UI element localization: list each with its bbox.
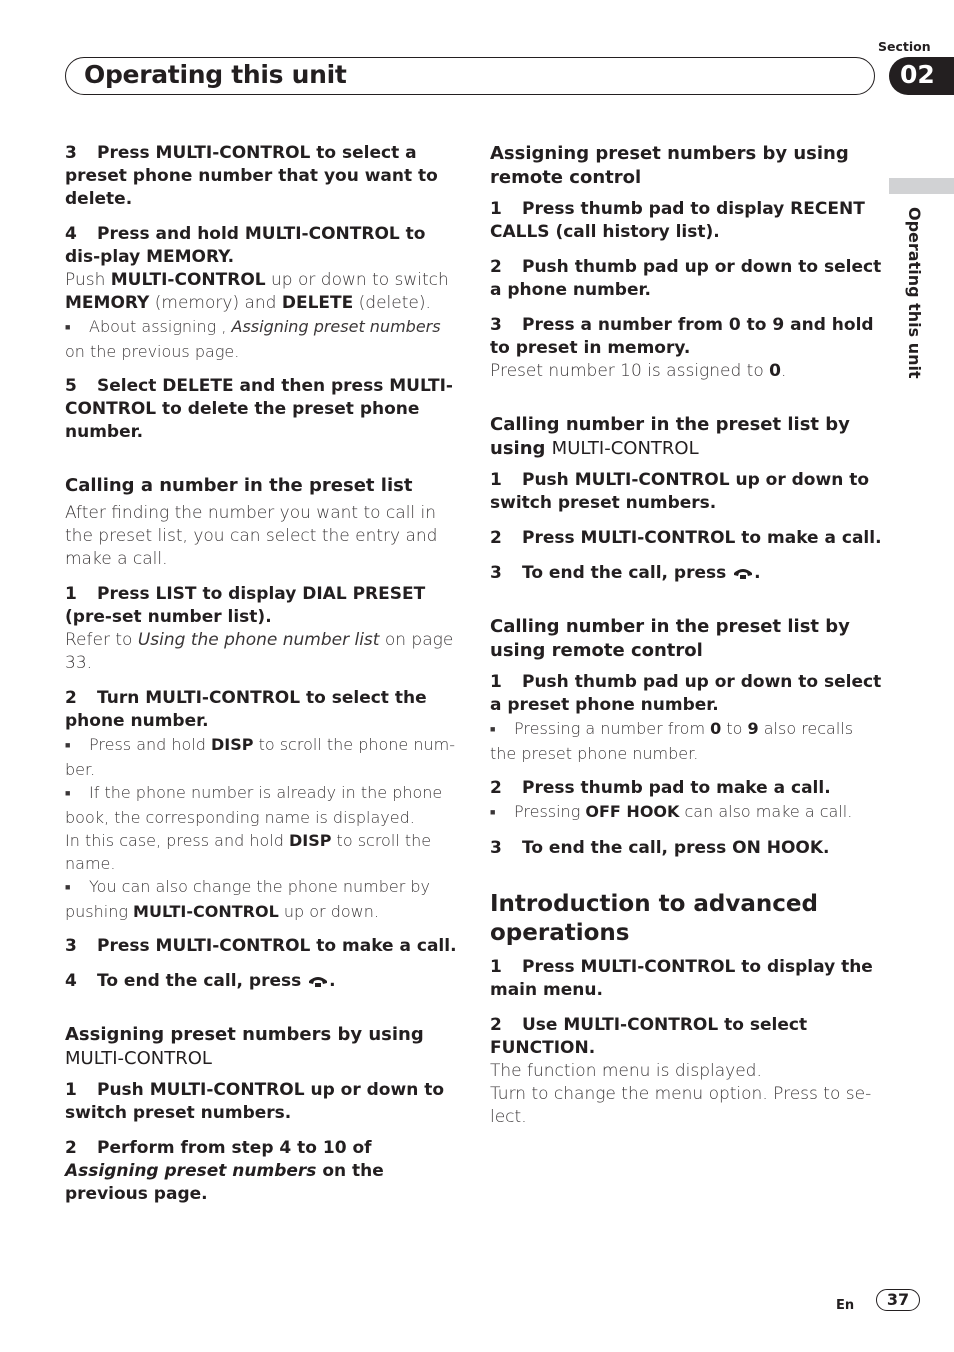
intro-step-1: 1 Press MULTI-CONTROL to display the main menu. (490, 957, 873, 1000)
assign-mc-step-1: 1 Push MULTI-CONTROL up or down to switch preset numbers. (65, 1080, 445, 1123)
bullet-icon: ■ (65, 789, 71, 799)
call-rc-step-2: 2 Press thumb pad to make a call. (490, 778, 831, 798)
calling-step-3: 3 Press MULTI-CONTROL to make a call. (65, 936, 457, 956)
calling-step-2-note-3: ■ You can also change the phone number by pushing MULTI-CONTROL up or down. (65, 877, 431, 921)
calling-step-2: 2 Turn MULTI-CONTROL to select the phone number. (65, 688, 427, 731)
assign-remote-step-1: 1 Press thumb pad to display RECENT CALLS (call history list). (490, 199, 865, 242)
assign-mc-step-2: 2 Perform from step 4 to 10 of Assigning preset numbers on the previous page. (65, 1138, 384, 1204)
language-label: En (836, 1298, 855, 1313)
calling-step-2-note-2: ■ If the phone number is already in the phone book, the corresponding name is displayed. (65, 783, 443, 827)
assign-remote-step-3-body: Preset number 10 is assigned to 0. (490, 361, 787, 381)
call-mc-step-1: 1 Push MULTI-CONTROL up or down to switch preset numbers. (490, 470, 870, 513)
assign-mc-heading: Assigning preset numbers by using MULTI-CONTROL (65, 1024, 424, 1069)
intro-step-2-body-2: Turn to change the menu option. Press to se-lect. (490, 1084, 872, 1127)
section-label: Section (878, 39, 931, 54)
calling-step-2-note-1: ■ Press and hold DISP to scroll the phone num-ber. (65, 735, 455, 779)
call-mc-heading: Calling number in the preset list by using MULTI-CONTROL (490, 414, 850, 459)
call-mc-step-3: 3 To end the call, press . (490, 563, 761, 583)
calling-preset-heading: Calling a number in the preset list (65, 475, 413, 496)
call-rc-step-1-note: ■ Pressing a number from 0 to 9 also recalls the preset phone number. (490, 719, 854, 763)
bullet-icon: ■ (490, 808, 496, 818)
calling-step-1: 1 Press LIST to display DIAL PRESET (pre-set number list). (65, 584, 426, 627)
step-3-delete: 3 Press MULTI-CONTROL to select a preset phone number that you want to delete. (65, 143, 438, 209)
right-column (490, 142, 882, 1129)
section-number: 02 (889, 57, 954, 95)
side-tab-marker (889, 178, 954, 194)
phone-hangup-icon (732, 566, 754, 580)
call-rc-step-3: 3 To end the call, press ON HOOK. (490, 838, 830, 858)
bullet-icon: ■ (65, 741, 71, 751)
bullet-icon: ■ (65, 323, 71, 333)
assign-remote-step-3: 3 Press a number from 0 to 9 and hold to preset in memory. (490, 315, 874, 358)
bullet-icon: ■ (490, 725, 496, 735)
phone-hangup-icon (307, 974, 329, 988)
step-4-memory: 4 Press and hold MULTI-CONTROL to dis-play MEMORY. (65, 224, 426, 267)
calling-step-1-body: Refer to Using the phone number list on page 33. (65, 630, 454, 673)
calling-step-2-note-2b: In this case, press and hold DISP to scroll the name. (65, 831, 432, 873)
call-rc-heading: Calling number in the preset list by using remote control (490, 616, 850, 661)
step-4-note: ■ About assigning , Assigning preset numbers on the previous page. (65, 317, 441, 361)
assign-remote-step-2: 2 Push thumb pad up or down to select a phone number. (490, 257, 882, 300)
call-mc-step-2: 2 Press MULTI-CONTROL to make a call. (490, 528, 882, 548)
step-4-body: Push MULTI-CONTROL up or down to switch MEMORY (memory) and DELETE (delete). (65, 270, 449, 313)
side-label: Operating this unit (905, 207, 924, 379)
calling-preset-intro: After finding the number you want to call in the preset list, you can select the entry and make a call. (65, 503, 438, 569)
page-title: Operating this unit (84, 60, 347, 89)
call-rc-step-2-note: ■ Pressing OFF HOOK can also make a call. (490, 800, 882, 825)
page-title-bar (65, 57, 875, 95)
intro-step-2: 2 Use MULTI-CONTROL to select FUNCTION. (490, 1015, 808, 1058)
call-rc-step-1: 1 Push thumb pad up or down to select a preset phone number. (490, 672, 882, 715)
left-column (65, 142, 457, 1206)
step-5-select-delete: 5 Select DELETE and then press MULTI-CONTROL to delete the preset phone number. (65, 376, 453, 442)
intro-advanced-heading: Introduction to advanced operations (490, 891, 818, 946)
assign-remote-heading: Assigning preset numbers by using remote control (490, 143, 849, 188)
intro-step-2-body-1: The function menu is displayed. (490, 1061, 762, 1081)
page-number: 37 (876, 1289, 920, 1311)
calling-step-4: 4 To end the call, press . (65, 971, 336, 991)
bullet-icon: ■ (65, 883, 71, 893)
